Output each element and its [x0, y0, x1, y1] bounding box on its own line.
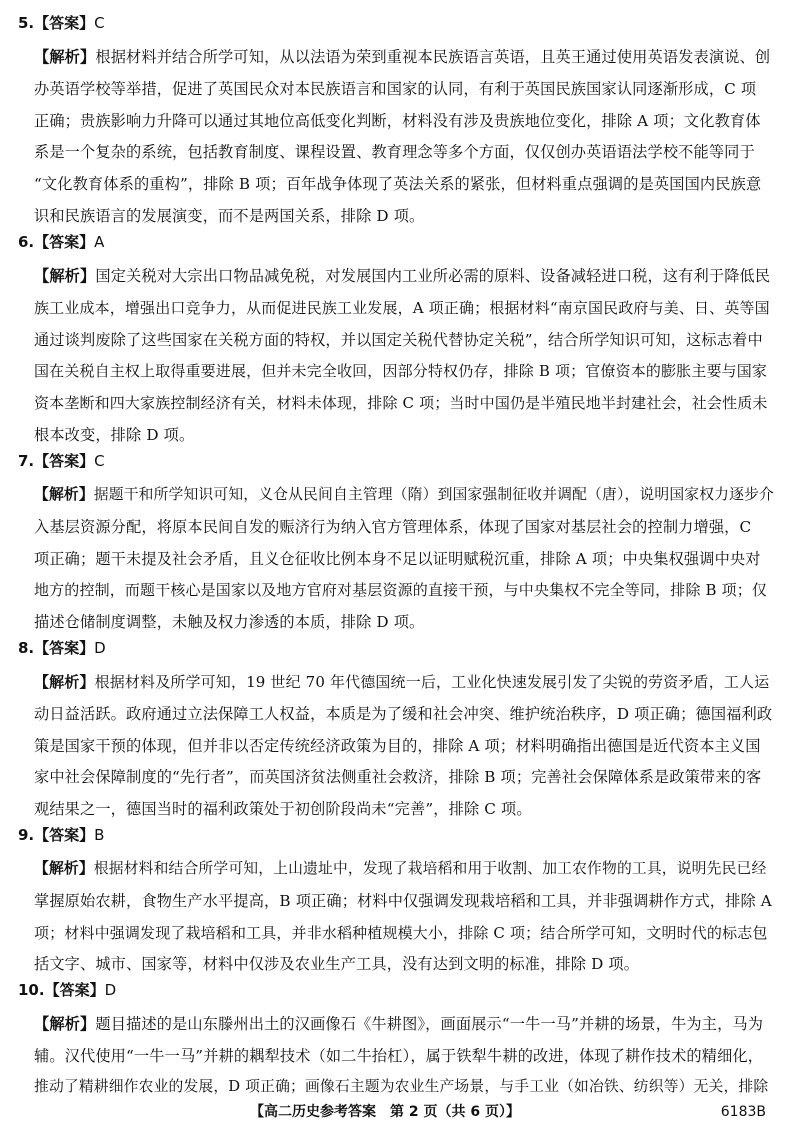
question-number: 8.	[18, 639, 35, 657]
answer-line	[18, 13, 105, 33]
answer-line	[18, 825, 104, 845]
analysis-line: 地方的控制，而题干核心是国家以及地方官府对基层资源的直接干预，与中央集权不完全等同，排除 B 项；仅	[34, 581, 768, 599]
analysis-line: 识和民族语言的发展演变，而不是两国关系，排除 D 项。	[34, 207, 425, 225]
analysis-tag: 【解析】	[34, 860, 94, 877]
answer-line	[18, 451, 105, 471]
analysis-text: 国定关税对大宗出口物品减免税，对发展国内工业所必需的原料、设备减轻进口税，这有利于降低民	[95, 267, 771, 285]
analysis-tag: 【解析】	[34, 48, 96, 66]
analysis-line: 项；材料中强调发现了栽培稻和工具，并非水稻种植规模大小，排除 C 项；结合所学可知，文明时代的标志包	[34, 924, 768, 942]
analysis-line: “文化教育体系的重构”，排除 B 项；百年战争体现了英法关系的紧张，但材料重点强调的是英国国内民族意	[34, 175, 762, 193]
analysis-line	[34, 485, 774, 505]
question-number: 10.	[18, 981, 45, 999]
question-number: 6.	[18, 233, 35, 251]
answer-value: A	[94, 233, 105, 251]
analysis-line: 括文字、城市、国家等，材料中仅涉及农业生产工具，没有达到文明的标准，排除 D 项。	[34, 955, 640, 973]
analysis-line: 入基层资源分配，将原本民间自发的赈济行为纳入官方管理体系，体现了国家对基层社会的控制力增强，C	[34, 518, 752, 536]
analysis-line: 正确；贵族影响力升降可以通过其地位高低变化判断，材料没有涉及贵族地位变化，排除 A 项；文化教育体	[34, 112, 761, 130]
answer-tag: 【答案】	[34, 639, 95, 657]
analysis-tag: 【解析】	[34, 673, 95, 691]
analysis-line: 通过谈判废除了这些国家在关税方面的特权，并以国定关税代替协定关税”，结合所学知识可知，这标志着中	[34, 331, 763, 349]
analysis-line: 策是国家干预的体现，但并非以否定传统经济政策为目的，排除 A 项；材料明确指出德国是近代资本主义国	[34, 737, 761, 755]
answer-value: D	[104, 981, 117, 999]
analysis-line: 掌握原始农耕，食物生产水平提高，B 项正确；材料中仅强调发现栽培稻和工具，并非强调耕作方式，排除 A	[34, 892, 772, 910]
analysis-tag: 【解析】	[34, 267, 96, 285]
analysis-line: 推动了精耕细作农业的发展，D 项正确；画像石主题为农业生产场景，与手工业（如冶铁、纺织等）无关，排除	[34, 1078, 769, 1095]
answer-value: C	[94, 14, 105, 32]
analysis-line: 国在关税自主权上取得重要进展，但并未完全收回，因部分特权仍存，排除 B 项；官僚资本的膨胀主要与国家	[34, 362, 768, 380]
answer-tag: 【答案】	[44, 981, 105, 999]
analysis-line: 家中社会保障制度的“先行者”，而英国济贫法侧重社会救济，排除 B 项；完善社会保障体系是政策带来的客	[34, 768, 762, 786]
analysis-line: 办英语学校等举措，促进了英国民众对本民族语言和国家的认同，有利于英国民族国家认同逐渐形成，C 项	[34, 80, 757, 98]
answer-tag: 【答案】	[34, 452, 95, 470]
analysis-line: 动日益活跃。政府通过立法保障工人权益，本质是为了缓和社会冲突、维护统治秩序，D 项正确；德国福利政	[34, 705, 773, 723]
analysis-line: 观结果之一，德国当时的福利政策处于初创阶段尚未“完善”，排除 C 项。	[34, 800, 532, 818]
answer-value: C	[94, 452, 105, 470]
analysis-text: 据题干和所学知识可知，义仓从民间自主管理（隋）到国家强制征收并调配（唐），说明国家权力逐步介	[93, 486, 774, 503]
analysis-tag: 【解析】	[34, 1015, 96, 1033]
answer-tag: 【答案】	[34, 826, 95, 844]
answer-tag: 【答案】	[34, 233, 95, 251]
analysis-line	[34, 266, 774, 286]
analysis-line	[34, 672, 774, 692]
question-number: 9.	[18, 826, 35, 844]
analysis-text: 题目描述的是山东滕州出土的汉画像石《牛耕图》，画面展示“一牛一马”并耕的场景，牛为主，马为	[95, 1015, 764, 1033]
analysis-line: 系是一个复杂的系统，包括教育制度、课程设置、教育理念等多个方面，仅仅创办英语语法学校不能等同于	[34, 143, 755, 161]
page-footer	[0, 1100, 800, 1124]
answer-tag: 【答案】	[34, 14, 95, 32]
analysis-line	[34, 47, 774, 67]
analysis-line: 资本垄断和四大家族控制经济有关，材料未体现，排除 C 项；当时中国仍是半殖民地半封建社会，社会性质未	[34, 394, 768, 412]
answer-line	[18, 232, 104, 252]
analysis-tag: 【解析】	[34, 486, 94, 503]
analysis-text: 根据材料和结合所学可知，上山遗址中，发现了栽培稻和用于收割、加工农作物的工具，说明先民已经	[93, 860, 767, 877]
analysis-line: 项正确；题干未提及社会矛盾，且义仓征收比例本身不足以证明赋税沉重，排除 A 项；中央集权强调中央对	[34, 550, 761, 568]
analysis-line: 描述仓储制度调整，未触及权力渗透的本质，排除 D 项。	[34, 613, 425, 631]
analysis-text: 根据材料及所学可知，19 世纪 70 年代德国统一后，工业化快速发展引发了尖锐的劳资矛盾，工人运	[94, 673, 770, 691]
answer-line	[18, 638, 106, 658]
analysis-line: 辅。汉代使用“一牛一马”并耕的耦犁技术（如二牛抬杠），属于铁犁牛耕的改进，体现了耕作技术的精细化，	[34, 1047, 764, 1065]
question-number: 5.	[18, 14, 35, 32]
analysis-line	[34, 1014, 774, 1034]
answer-line	[18, 980, 116, 1000]
answer-value: D	[94, 639, 106, 657]
analysis-line: 族工业成本，增强出口竞争力，从而促进民族工业发展，A 项正确；根据材料“南京国民政府与美、日、英等国	[34, 299, 770, 317]
question-number: 7.	[18, 452, 35, 470]
analysis-text: 根据材料并结合所学可知，从以法语为荣到重视本民族语言英语，且英王通过使用英语发表演说、创	[95, 48, 771, 66]
analysis-line: 根本改变，排除 D 项。	[34, 426, 195, 444]
analysis-line	[34, 859, 774, 879]
answer-value: B	[94, 826, 105, 844]
footer-page-info: 【高二历史参考答案 第 2 页（共 6 页）】	[250, 1104, 520, 1120]
footer-code: 6183B	[720, 1104, 766, 1120]
